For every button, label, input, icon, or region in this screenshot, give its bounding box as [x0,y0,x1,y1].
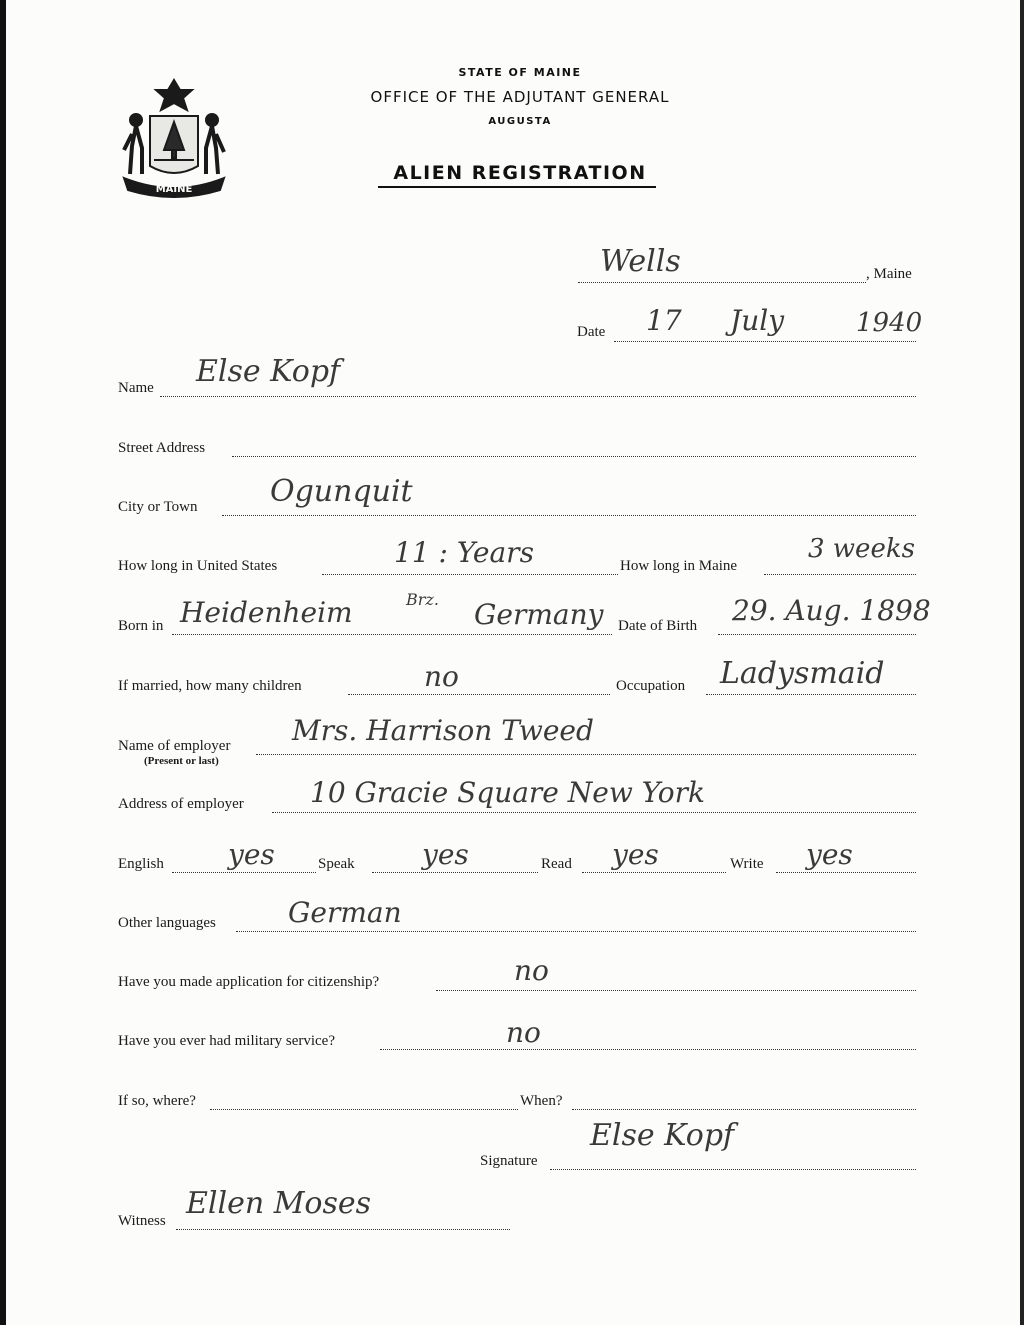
write-value[interactable]: yes [806,838,853,871]
citizenship-value[interactable]: no [514,954,549,987]
date-of-birth-value[interactable]: 29. Aug. 1898 [732,594,931,627]
born-in-value[interactable]: Heidenheim [180,596,353,629]
speak-label: Speak [318,856,355,872]
write-line [776,872,916,873]
children-value[interactable]: no [424,660,459,693]
occupation-label: Occupation [616,678,686,694]
date-day[interactable]: 17 [646,304,682,337]
maine-suffix: , Maine [866,266,912,282]
how-long-us-label: How long in United States [118,558,278,574]
employer-address-value[interactable]: 10 Gracie Square New York [310,776,705,809]
employer-address-line [272,812,916,813]
employer-line [256,754,916,755]
name-value[interactable]: Else Kopf [196,354,341,389]
witness-label: Witness [118,1213,166,1229]
english-line [172,872,316,873]
town-value[interactable]: Wells [600,244,681,279]
date-of-birth-line [718,634,916,635]
city-value[interactable]: Ogunquit [270,474,413,509]
employer-label: Name of employer [118,738,231,754]
employer-value[interactable]: Mrs. Harrison Tweed [292,714,594,747]
if-so-where-label: If so, where? [118,1093,196,1109]
header-city: AUGUSTA [488,116,552,127]
english-value[interactable]: yes [228,838,275,871]
name-label: Name [118,380,154,396]
military-label: Have you ever had military service? [118,1033,335,1049]
citizenship-label: Have you made application for citizenship? [118,974,380,990]
date-label: Date [577,324,606,340]
employer-address-label: Address of employer [118,796,244,812]
street-label: Street Address [118,440,206,456]
english-label: English [118,856,164,872]
born-in-country[interactable]: Germany [474,598,604,631]
scan-edge-right [1020,0,1024,1325]
witness-line [176,1229,510,1230]
read-value[interactable]: yes [612,838,659,871]
children-line [348,694,610,695]
signature-value[interactable]: Else Kopf [590,1118,735,1153]
speak-line [372,872,538,873]
scan-edge-left [0,0,6,1325]
citizenship-line [436,990,916,991]
town-line [578,282,866,283]
other-languages-line [236,931,916,932]
title-underline [378,186,656,188]
name-line [160,396,916,397]
city-label: City or Town [118,499,198,515]
signature-line [550,1169,916,1170]
date-month[interactable]: July [730,304,785,337]
employer-sublabel: (Present or last) [144,755,219,767]
date-of-birth-label: Date of Birth [618,618,698,634]
how-long-maine-label: How long in Maine [620,558,738,574]
date-year[interactable]: 1940 [856,308,923,338]
born-in-line [172,634,612,635]
city-line [222,515,916,516]
street-line [232,456,916,457]
other-languages-value[interactable]: German [288,896,402,929]
header-state: STATE OF MAINE [458,66,582,79]
speak-value[interactable]: yes [422,838,469,871]
when-line [572,1109,916,1110]
read-line [582,872,726,873]
date-line [614,341,916,342]
header-office: OFFICE OF THE ADJUTANT GENERAL [370,88,670,106]
how-long-us-line [322,574,618,575]
how-long-maine-value[interactable]: 3 weeks [808,534,915,564]
children-label: If married, how many children [118,678,302,694]
occupation-value[interactable]: Ladysmaid [720,656,885,691]
occupation-line [706,694,916,695]
signature-label: Signature [480,1153,538,1169]
when-label: When? [520,1093,563,1109]
witness-value[interactable]: Ellen Moses [186,1186,372,1221]
if-so-where-line [210,1109,518,1110]
other-languages-label: Other languages [118,915,216,931]
write-label: Write [730,856,764,872]
read-label: Read [541,856,572,872]
svg-text:MAINE: MAINE [155,184,193,195]
military-line [380,1049,916,1050]
born-in-label: Born in [118,618,164,634]
how-long-maine-line [764,574,916,575]
born-in-note[interactable]: Brz. [406,590,439,609]
how-long-us-value[interactable]: 11 : Years [394,536,534,569]
form-title: ALIEN REGISTRATION [393,162,647,184]
military-value[interactable]: no [506,1016,541,1049]
